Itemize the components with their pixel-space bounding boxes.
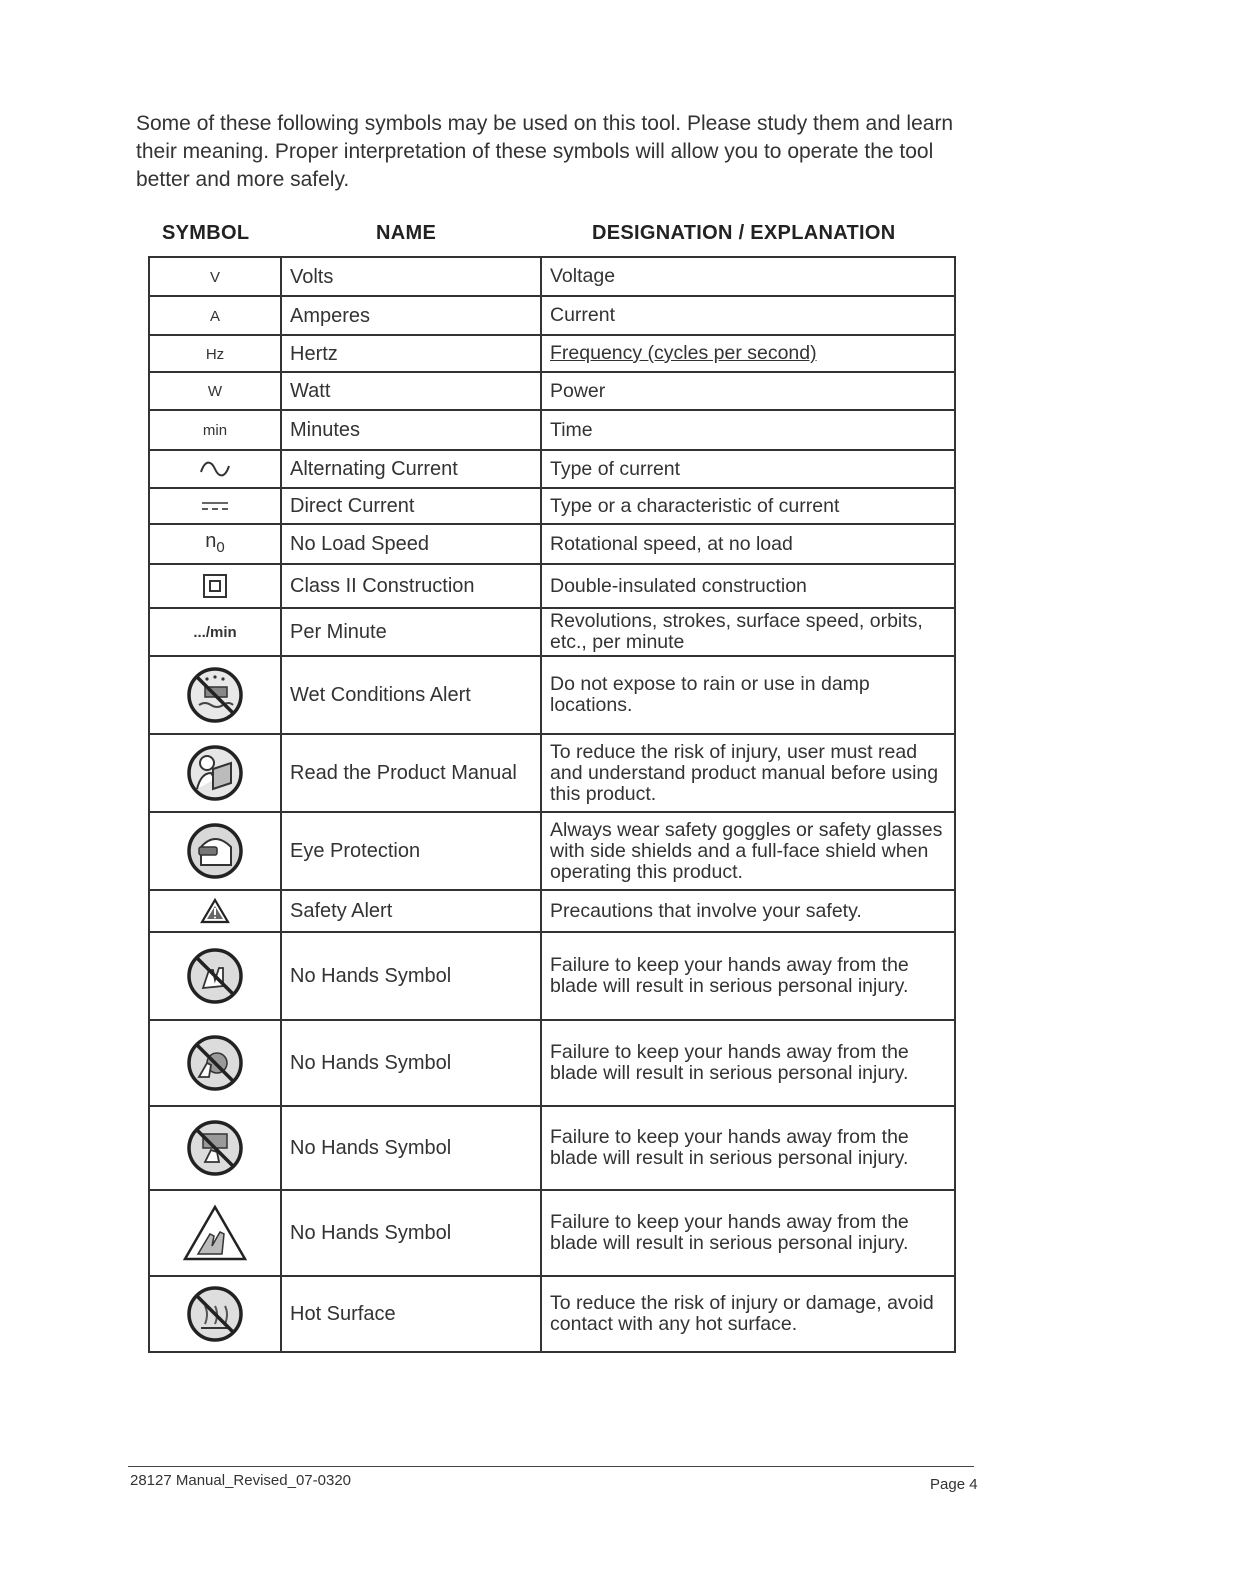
- table-row: [149, 890, 955, 932]
- intro-paragraph: Some of these following symbols may be used on this tool. Please study them and learn their meaning. Proper interpretation of these symbols will allow you to operate the tool better and more safely.: [136, 112, 954, 191]
- table-row: [149, 1190, 955, 1276]
- no-hands-icon: [185, 1033, 245, 1093]
- table-row: [149, 656, 955, 734]
- symbol-minutes: min: [202, 422, 228, 439]
- row-explanation: To reduce the risk of injury, user must read and understand product manual before using this product.: [541, 734, 955, 812]
- row-name: Hertz: [281, 335, 541, 372]
- row-explanation: Power: [541, 372, 955, 410]
- wet-conditions-icon: [185, 665, 245, 725]
- no-hands-warning-triangle-icon: [182, 1204, 248, 1262]
- table-row: [149, 410, 955, 450]
- no-hands-icon: [185, 1118, 245, 1178]
- row-name: Alternating Current: [281, 450, 541, 488]
- row-name: Minutes: [281, 410, 541, 450]
- row-explanation: Precautions that involve your safety.: [541, 890, 955, 932]
- footer-document-id: 28127 Manual_Revised_07-0320: [130, 1472, 352, 1489]
- table-row: [149, 450, 955, 488]
- row-name: Wet Conditions Alert: [281, 656, 541, 734]
- table-row: [149, 1276, 955, 1352]
- row-name: Direct Current: [281, 488, 541, 524]
- row-explanation: Frequency (cycles per second): [541, 335, 955, 372]
- table-row: [149, 372, 955, 410]
- row-explanation: Always wear safety goggles or safety glasses with side shields and a full-face shield when operating this product.: [541, 812, 955, 890]
- row-name: No Hands Symbol: [281, 1190, 541, 1276]
- table-row: [149, 1020, 955, 1106]
- page-number: Page 4: [930, 1476, 978, 1493]
- row-explanation: Rotational speed, at no load: [541, 524, 955, 564]
- safety-alert-icon: [200, 898, 230, 924]
- header-symbol: SYMBOL: [162, 222, 250, 244]
- row-name: Read the Product Manual: [281, 734, 541, 812]
- footer-divider: [128, 1466, 974, 1467]
- table-row: [149, 932, 955, 1020]
- row-explanation: Voltage: [541, 257, 955, 296]
- symbol-amperes: A: [209, 307, 220, 325]
- eye-protection-icon: [185, 821, 245, 881]
- row-explanation: Current: [541, 296, 955, 335]
- row-name: No Hands Symbol: [281, 1106, 541, 1190]
- row-explanation: Time: [541, 410, 955, 450]
- row-name: Safety Alert: [281, 890, 541, 932]
- table-row: [149, 488, 955, 524]
- alternating-current-icon: [198, 460, 232, 478]
- no-hands-icon: [185, 946, 245, 1006]
- row-name: Amperes: [281, 296, 541, 335]
- row-name: Per Minute: [281, 608, 541, 656]
- table-row: [149, 608, 955, 656]
- row-name: Eye Protection: [281, 812, 541, 890]
- row-explanation: Failure to keep your hands away from the blade will result in serious personal injury.: [541, 932, 955, 1020]
- table-row: [149, 812, 955, 890]
- table-row: [149, 564, 955, 608]
- row-name: Watt: [281, 372, 541, 410]
- row-explanation: Type or a characteristic of current: [541, 488, 955, 524]
- class-ii-construction-icon: [202, 573, 228, 599]
- row-explanation: To reduce the risk of injury or damage, avoid contact with any hot surface.: [541, 1276, 955, 1352]
- row-explanation: Failure to keep your hands away from the blade will result in serious personal injury.: [541, 1190, 955, 1276]
- row-name: No Load Speed: [281, 524, 541, 564]
- row-name: Hot Surface: [281, 1276, 541, 1352]
- symbol-watt: W: [207, 383, 223, 400]
- table-row: [149, 335, 955, 372]
- table-row: [149, 296, 955, 335]
- direct-current-icon: [200, 499, 230, 513]
- symbols-table: [148, 256, 956, 1353]
- row-explanation: Type of current: [541, 450, 955, 488]
- symbol-per-minute: .../min: [193, 624, 237, 641]
- table-row: [149, 257, 955, 296]
- row-name: No Hands Symbol: [281, 1020, 541, 1106]
- read-manual-icon: [185, 743, 245, 803]
- row-name: Class II Construction: [281, 564, 541, 608]
- symbol-hertz: Hz: [205, 345, 225, 363]
- row-name: Volts: [281, 257, 541, 296]
- table-row: [149, 734, 955, 812]
- table-row: [149, 1106, 955, 1190]
- header-designation: DESIGNATION / EXPLANATION: [592, 222, 896, 244]
- symbol-volts: V: [209, 268, 220, 286]
- row-name: No Hands Symbol: [281, 932, 541, 1020]
- row-explanation: Revolutions, strokes, surface speed, orbits, etc., per minute: [541, 608, 955, 656]
- row-explanation: Double-insulated construction: [541, 564, 955, 608]
- row-explanation: Failure to keep your hands away from the blade will result in serious personal injury.: [541, 1020, 955, 1106]
- header-name: NAME: [376, 222, 437, 244]
- symbol-no-load-speed: $n_0$: [205, 529, 225, 556]
- hot-surface-icon: [185, 1284, 245, 1344]
- row-explanation: Failure to keep your hands away from the blade will result in serious personal injury.: [541, 1106, 955, 1190]
- table-row: [149, 524, 955, 564]
- row-explanation: Do not expose to rain or use in damp locations.: [541, 656, 955, 734]
